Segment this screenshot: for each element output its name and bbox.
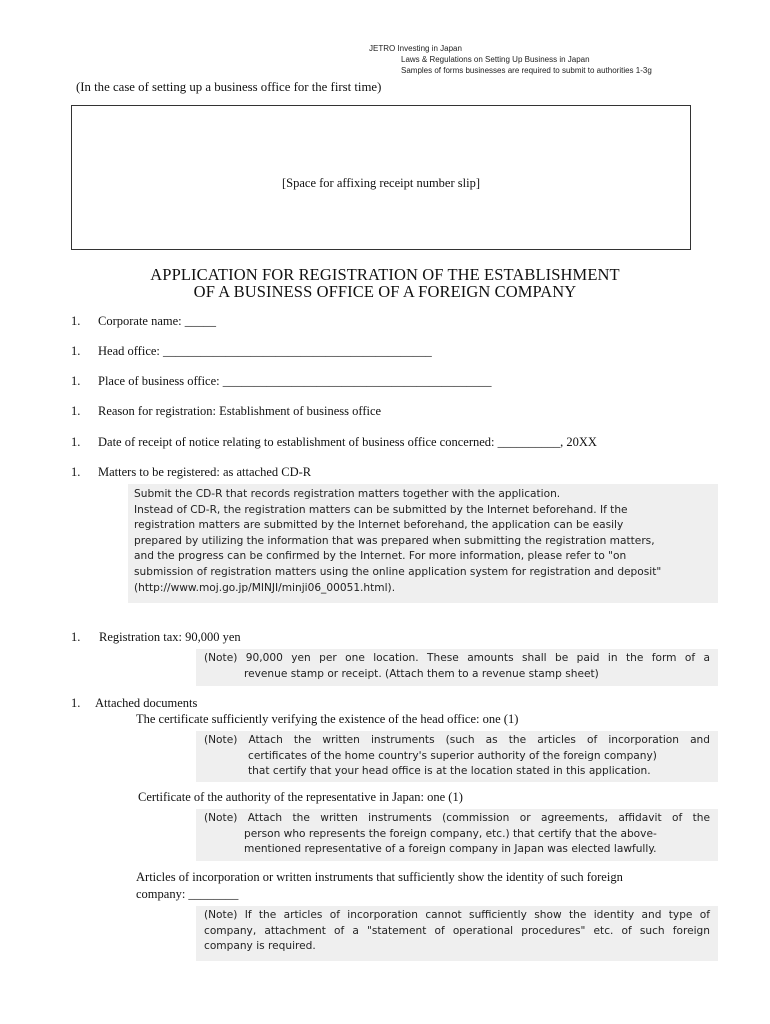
doc3-note-line: company, attachment of a "statement of operational procedures" etc. of such foreign <box>204 924 710 937</box>
doc2-note-line: (Note) Attach the written instruments (commission or agreements, affidavit of the <box>204 812 710 824</box>
item-number: 1. <box>71 314 81 328</box>
note-label: (Note) <box>204 734 238 746</box>
doc1-heading: The certificate sufficiently verifying the existence of the head office: one (1) <box>136 712 519 726</box>
item-number: 1. <box>71 435 81 449</box>
header-line-1: JETRO Investing in Japan <box>369 44 462 53</box>
date-of-receipt-field: Date of receipt of notice relating to establishment of business office concerned: __________, 20XX <box>98 435 597 449</box>
attached-documents-heading: Attached documents <box>95 696 198 710</box>
tax-note-box <box>196 649 718 686</box>
doc2-note-box <box>196 809 718 861</box>
form-title-line-2: OF A BUSINESS OFFICE OF A FOREIGN COMPANY <box>193 282 577 301</box>
header-line-3: Samples of forms businesses are required to submit to authorities 1-3g <box>401 66 652 75</box>
registration-tax: Registration tax: 90,000 yen <box>99 630 241 644</box>
item-number: 1. <box>71 404 81 418</box>
doc1-note-line: (Note) Attach the written instruments (such as the articles of incorporation and <box>204 734 710 746</box>
cdr-note-line: and the progress can be confirmed by the Internet. For more information, please refer to "on <box>134 550 627 563</box>
tax-note-line: revenue stamp or receipt. (Attach them to a revenue stamp sheet) <box>244 667 599 680</box>
item-number: 1. <box>71 696 81 710</box>
item-number: 1. <box>71 344 81 358</box>
cdr-note-line: (http://www.moj.go.jp/MINJI/minji06_00051.html). <box>134 581 396 594</box>
item-number: 1. <box>71 374 81 388</box>
doc3-heading-line-1: Articles of incorporation or written instruments that sufficiently show the identity of such foreign <box>136 870 623 884</box>
doc1-note-line: that certify that your head office is at the location stated in this application. <box>248 765 651 778</box>
note-label: (Note) <box>204 652 238 664</box>
reason-for-registration: Reason for registration: Establishment of business office <box>98 404 382 418</box>
doc3-heading-line-2: company: ________ <box>136 887 239 901</box>
cdr-note-line: Instead of CD-R, the registration matters can be submitted by the Internet beforehand. If the <box>134 503 628 516</box>
doc2-heading: Certificate of the authority of the representative in Japan: one (1) <box>138 790 463 804</box>
corporate-name-field: Corporate name: _____ <box>98 314 217 328</box>
receipt-slip-label: [Space for affixing receipt number slip] <box>282 176 480 190</box>
doc3-note-box <box>196 906 718 961</box>
case-note: (In the case of setting up a business office for the first time) <box>76 80 382 94</box>
cdr-note-line: Submit the CD-R that records registration matters together with the application. <box>134 488 561 500</box>
place-of-business-field: Place of business office: ___________________________________________ <box>98 374 492 388</box>
doc1-note-line: certificates of the home country's superior authority of the foreign company) <box>248 749 657 762</box>
doc1-note-box <box>196 731 718 782</box>
doc3-note-line: company is required. <box>204 940 316 953</box>
head-office-field: Head office: ___________________________________________ <box>98 344 432 358</box>
note-label: (Note) <box>204 812 238 824</box>
header-line-2: Laws & Regulations on Setting Up Business in Japan <box>401 55 590 64</box>
cdr-note-line: prepared by utilizing the information that was prepared when submitting the registration matters, <box>134 534 655 547</box>
doc2-note-line: mentioned representative of a foreign company in Japan was elected lawfully. <box>244 843 657 856</box>
item-number: 1. <box>71 630 81 644</box>
tax-note-line: (Note) 90,000 yen per one location. These amounts shall be paid in the form of a <box>204 652 710 664</box>
receipt-slip-box <box>71 105 691 250</box>
form-title-line-1: APPLICATION FOR REGISTRATION OF THE ESTABLISHMENT <box>150 265 620 284</box>
matters-to-be-registered: Matters to be registered: as attached CD-R <box>98 465 312 479</box>
doc2-note-line: person who represents the foreign company, etc.) that certify that the above- <box>244 827 657 840</box>
doc3-note-line: (Note) If the articles of incorporation cannot sufficiently show the identity and type of <box>204 909 710 921</box>
item-number: 1. <box>71 465 81 479</box>
cdr-note-line: submission of registration matters using the online application system for registration and deposit" <box>134 565 662 578</box>
cdr-note-box <box>128 484 718 603</box>
cdr-note-line: registration matters are submitted by the Internet beforehand, the application can be easily <box>134 519 624 532</box>
